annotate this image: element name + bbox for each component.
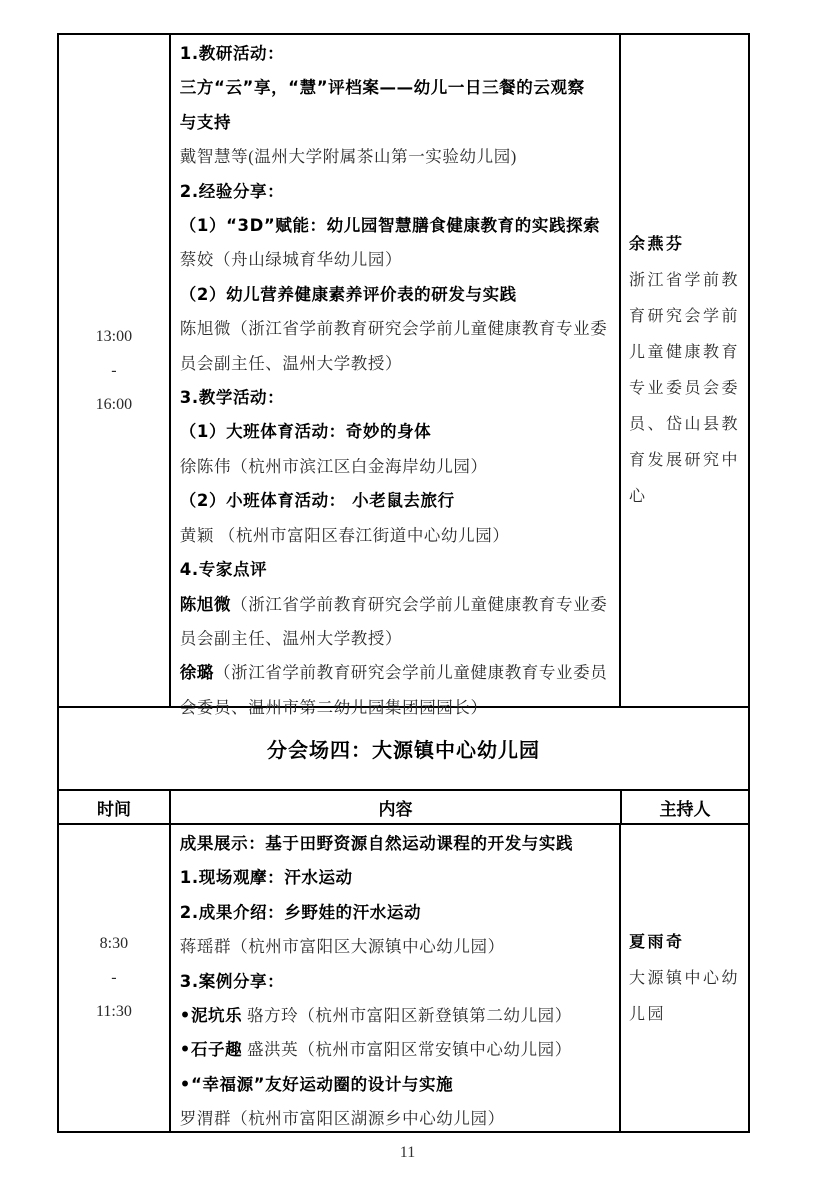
bold-text: •泥坑乐: [179, 1006, 243, 1026]
text-line: [180, 450, 610, 484]
schedule-document: [57, 33, 750, 1133]
text-line: [180, 656, 610, 690]
text-line: [180, 622, 610, 656]
text-line: [629, 924, 740, 961]
text-line: [180, 999, 610, 1033]
regular-text: 13:00: [95, 327, 133, 345]
bold-text: （1）“3D”赋能：幼儿园智慧膳食健康教育的实践探索: [179, 216, 601, 236]
header-content: 内容: [169, 791, 622, 823]
text-line: [111, 362, 116, 380]
regular-text: 育发展研究中: [628, 452, 740, 469]
bold-text: 3.案例分享：: [179, 971, 285, 991]
text-line: [96, 328, 132, 346]
text-line: [629, 961, 740, 997]
regular-text: 戴智慧等(温州大学附属茶山第一实验幼儿园): [179, 147, 517, 167]
bold-text: 三方“云”享，“慧”评档案——幼儿一日三餐的云观察: [179, 78, 585, 98]
text-line: [180, 381, 610, 415]
regular-text: 盛洪英（杭州市富阳区常安镇中心幼儿园）: [242, 1040, 572, 1060]
regular-text: 浙江省学前教: [628, 272, 740, 289]
text-line: [180, 140, 610, 174]
bold-text: 2.经验分享：: [179, 181, 285, 201]
time-cell: [59, 35, 169, 706]
regular-text: 16:00: [95, 395, 133, 413]
regular-text: 蒋瑶群（杭州市富阳区大源镇中心幼儿园）: [179, 937, 505, 957]
host-cell: [621, 825, 748, 1131]
bold-text: （2）小班体育活动： 小老鼠去旅行: [179, 491, 455, 511]
bold-text: 2.成果介绍：乡野娃的汗水运动: [179, 902, 422, 922]
text-line: [180, 243, 610, 277]
text-line: [629, 226, 740, 263]
bold-text: （2）幼儿营养健康素养评价表的研发与实践: [179, 284, 517, 304]
text-line: [629, 407, 740, 443]
text-line: [111, 969, 116, 987]
bold-text: 1.教研活动：: [179, 44, 285, 63]
regular-text: 儿童健康教育: [628, 344, 740, 361]
regular-text: （浙江省学前教育研究会学前儿童健康教育专业委: [231, 594, 608, 614]
text-line: [629, 263, 740, 299]
text-line: [180, 347, 610, 381]
header-host: 主持人: [659, 799, 711, 820]
regular-text: -: [111, 969, 117, 986]
bold-text: 与支持: [179, 112, 232, 132]
regular-text: 黄颖 （杭州市富阳区春江街道中心幼儿园）: [179, 525, 510, 545]
table-header-row: [57, 789, 750, 825]
text-line: [629, 299, 740, 335]
regular-text: 员会副主任、温州大学教授）: [179, 353, 403, 373]
text-line: [180, 827, 610, 861]
regular-text: 11:30: [95, 1003, 132, 1020]
text-line: [180, 930, 610, 964]
bold-text: 3.教学活动：: [179, 388, 285, 408]
section-title: 分会场四：大源镇中心幼儿园: [267, 738, 540, 762]
regular-text: 员、岱山县教: [628, 416, 740, 433]
content-cell: [169, 825, 621, 1131]
bold-text: •石子趣: [179, 1040, 243, 1060]
regular-text: 专业委员会委: [628, 380, 740, 397]
text-line: [629, 997, 740, 1033]
content-cell: [169, 35, 621, 717]
host-cell: [621, 35, 748, 706]
text-line: [180, 965, 610, 999]
text-line: [96, 1003, 132, 1021]
text-line: [629, 371, 740, 407]
bold-text: 1.现场观摩：汗水运动: [179, 868, 353, 888]
text-line: [180, 278, 610, 312]
text-line: [180, 861, 610, 895]
bold-text: 成果展示：基于田野资源自然运动课程的开发与实践: [179, 834, 574, 853]
text-line: [180, 553, 610, 587]
text-line: [96, 396, 132, 414]
regular-text: 心: [628, 488, 648, 505]
text-line: [629, 335, 740, 371]
session-table-venue4-row: [57, 823, 750, 1133]
text-line: [180, 175, 610, 209]
regular-text: 大源镇中心幼: [628, 969, 740, 987]
session-table-venue3-row: [57, 33, 750, 717]
bold-text: （1）大班体育活动：奇妙的身体: [179, 422, 432, 442]
text-line: [180, 1033, 610, 1067]
text-line: [180, 484, 610, 518]
header-time: 时间: [97, 799, 131, 820]
regular-text: 罗渭群（杭州市富阳区湖源乡中心幼儿园）: [179, 1109, 505, 1129]
regular-text: 骆方玲（杭州市富阳区新登镇第二幼儿园）: [242, 1006, 572, 1026]
text-line: [180, 1102, 610, 1136]
text-line: [629, 443, 740, 479]
regular-text: 徐陈伟（杭州市滨江区白金海岸幼儿园）: [179, 456, 488, 476]
regular-text: 陈旭微（浙江省学前教育研究会学前儿童健康教育专业委: [179, 319, 608, 339]
time-cell: [59, 825, 169, 1131]
text-line: [180, 37, 610, 71]
bold-text: 陈旭微: [179, 594, 232, 614]
text-line: [629, 479, 740, 515]
text-line: [180, 519, 610, 553]
text-line: [180, 1068, 610, 1102]
text-line: [180, 71, 610, 105]
text-line: [180, 691, 610, 725]
regular-text: -: [111, 361, 117, 379]
bold-text: •“幸福源”友好运动圈的设计与实施: [179, 1074, 454, 1094]
text-line: [180, 588, 610, 622]
regular-text: 儿园: [628, 1005, 666, 1023]
text-line: [180, 896, 610, 930]
text-line: [180, 106, 610, 140]
regular-text: 育研究会学前: [628, 308, 740, 325]
regular-text: （浙江省学前教育研究会学前儿童健康教育专业委员: [214, 663, 608, 683]
bold-text: 夏雨奇: [628, 931, 685, 951]
regular-text: 8:30: [99, 935, 129, 952]
regular-text: 员会副主任、温州大学教授）: [179, 628, 403, 648]
text-line: [100, 935, 128, 953]
regular-text: 蔡姣（舟山绿城育华幼儿园）: [179, 250, 403, 270]
text-line: [180, 415, 610, 449]
bold-text: 余燕芬: [628, 234, 685, 253]
text-line: [180, 209, 610, 243]
text-line: [180, 312, 610, 346]
bold-text: 徐璐: [179, 663, 214, 683]
regular-text: 会委员、温州市第二幼儿园集团园园长）: [179, 697, 488, 717]
page-number: 11: [399, 1144, 416, 1161]
bold-text: 4.专家点评: [179, 560, 268, 580]
